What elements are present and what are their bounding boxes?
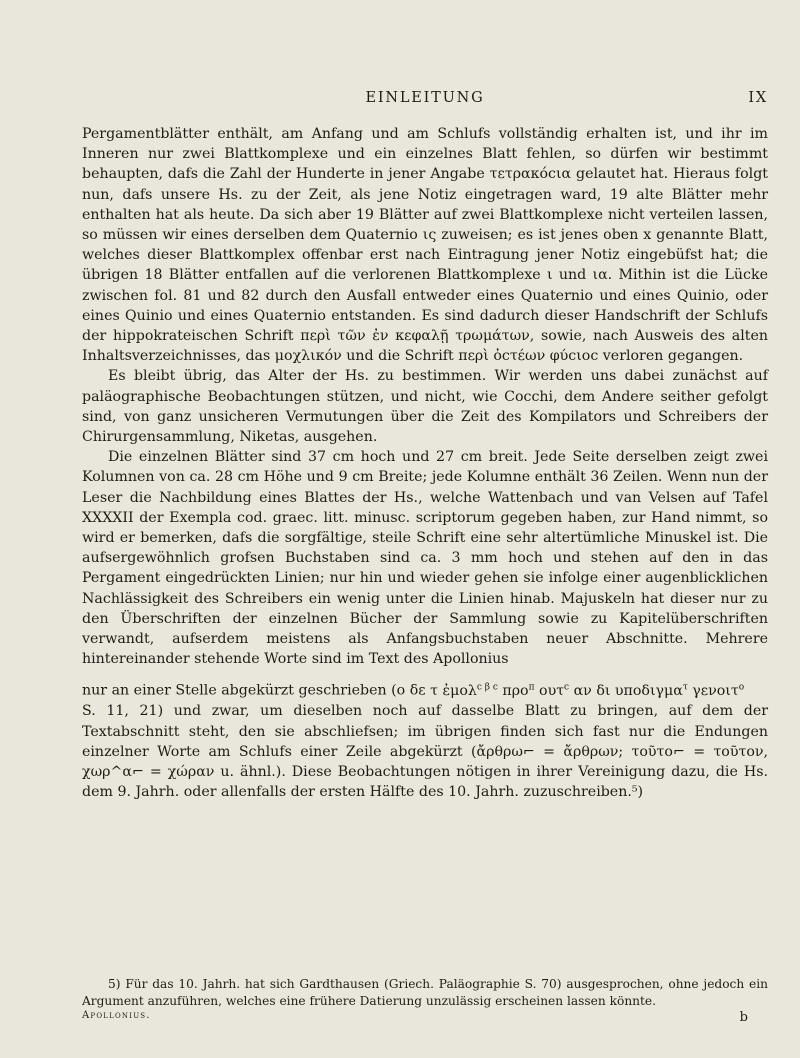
signature-line bbox=[82, 1010, 768, 1026]
paragraph-1: Pergamentblätter enthält, am Anfang und am Schlufs vollständig erhalten ist, und ihr im Inneren nur zwei Blattkomplexe und ein einzelnes Blatt fehlen, so dürfen wir bestimmt behaupten, dafs die Zahl der Hunderte in jener Angabe τετρακόcια gelautet hat. Hieraus folgt nun, dafs unsere Hs. zu der Zeit, als jene Notiz eingetragen ward, 19 alte Blätter mehr enthalten hat als heute. Da sich aber 19 Blätter auf zwei Blattkomplexe nicht verteilen lassen, so müssen wir eines derselben dem Quaternio ις zuweisen; es ist jenes oben x genannte Blatt, welches dieser Blattkomplex offenbar erst nach Eintragung jener Notiz eingebüfst hat; die übrigen 18 Blätter entfallen auf die verlorenen Blattkomplexe ι und ια. Mithin ist die Lücke zwischen fol. 81 und 82 durch den Ausfall entweder eines Quaternio und eines Quinio, oder eines Quinio und eines Quaternio entstanden. Es sind dadurch dieser Handschrift der Schlufs der hippokrateischen Schrift περὶ τῶν ἐν κεφαλῇ τρωμάτων, sowie, nach Ausweis des alten Inhaltsverzeichnisses, das μοχλικόν und die Schrift περὶ ὀcτέων φύcιοc verloren gegangen. bbox=[82, 126, 768, 365]
abbrev-example-5: γενοιτ$^o$ bbox=[687, 682, 745, 700]
abbrev-example-4: αν δι υποδιγμα$^\tau$ bbox=[569, 682, 688, 700]
abbrev-example-1: τ ἐμολ$^{ϲ \beta ϲ}$ bbox=[430, 682, 498, 700]
paragraph-3: Die einzelnen Blätter sind 37 cm hoch und 27 cm breit. Jede Seite derselben zeigt zwei Kolumnen von ca. 28 cm Höhe und 9 cm Breite; jede Kolumne enthält 36 Zeilen. Wenn nun der Leser die Nachbildung eines Blattes der Hs., welche Wattenbach und van Velsen auf Tafel XXXXII der Exempla cod. graec. litt. minusc. scriptorum gegeben haben, zur Hand nimmt, so wird er bemerken, dafs die sorgfältige, steile Schrift eine sehr altertümliche Minuskel ist. Die aufsergewöhnlich grofsen Buchstaben sind ca. 3 mm hoch und stehen auf den in das Pergament eingedrückten Linien; nur hin und wieder gehen sie infolge einer augenblicklichen Nachlässigkeit des Schreibers ein wenig unter die Linien hinab. Majuskeln hat dieser nur zu den Überschriften der einzelnen Bücher der Sammlung sowie zu Kapitelüberschriften verwandt, aufserdem meistens als Anfangsbuchstaben neuer Abschnitte. Mehrere hintereinander stehende Worte sind im Text des Apollonius bbox=[82, 449, 768, 668]
footnote bbox=[82, 976, 768, 1009]
page-number: IX bbox=[748, 90, 768, 106]
paragraph-tail: S. 11, 21) und zwar, um dieselben noch auf dasselbe Blatt zu bringen, auf dem der Textabschnitt steht, den sie abschliefsen; im übrigen finden sich fast nur die Endungen einzelner Worte am Schlufs einer Zeile abgekürzt (ἄρθρω⌐ = ἄρθρων; τοῦτο⌐ = τοῦτον, χωρ^α⌐ = χώραν u. ähnl.). Diese Beobachtungen nötigen in ihrer Vereinigung dazu, die Hs. dem 9. Jahrh. oder allenfalls der ersten Hälfte des 10. Jahrh. zuzuschreiben.⁵) bbox=[82, 703, 768, 801]
running-title: EINLEITUNG bbox=[365, 90, 485, 106]
signature-label: Apollonius. bbox=[82, 1010, 151, 1021]
abbreviation-lead: nur an einer Stelle abgekürzt geschrieben (ο δε bbox=[82, 683, 431, 700]
main-text bbox=[82, 124, 768, 802]
running-header bbox=[82, 90, 768, 110]
footnote-5: 5) Für das 10. Jahrh. hat sich Gardthausen (Griech. Paläographie S. 70) ausgesprochen, ohne jedoch ein Argument anzuführen, welches eine frühere Datierung unzulässig erscheinen lassen könnte. bbox=[82, 977, 768, 1008]
signature-mark: b bbox=[739, 1010, 748, 1025]
abbrev-example-3: ουτ$^ϲ$ bbox=[534, 682, 570, 700]
paragraph-2: Es bleibt übrig, das Alter der Hs. zu bestimmen. Wir werden uns dabei zunächst auf paläographische Beobachtungen stützen, und nicht, wie Cocchi, dem Andere seither gefolgt sind, von ganz unsicheren Vermutungen über die Zeit des Kompilators und Schreibers der Chirurgensammlung, Niketas, ausgehen. bbox=[82, 368, 768, 446]
abbrev-example-2: προ$^\pi$ bbox=[497, 682, 535, 700]
abbreviation-sentence bbox=[82, 677, 768, 701]
